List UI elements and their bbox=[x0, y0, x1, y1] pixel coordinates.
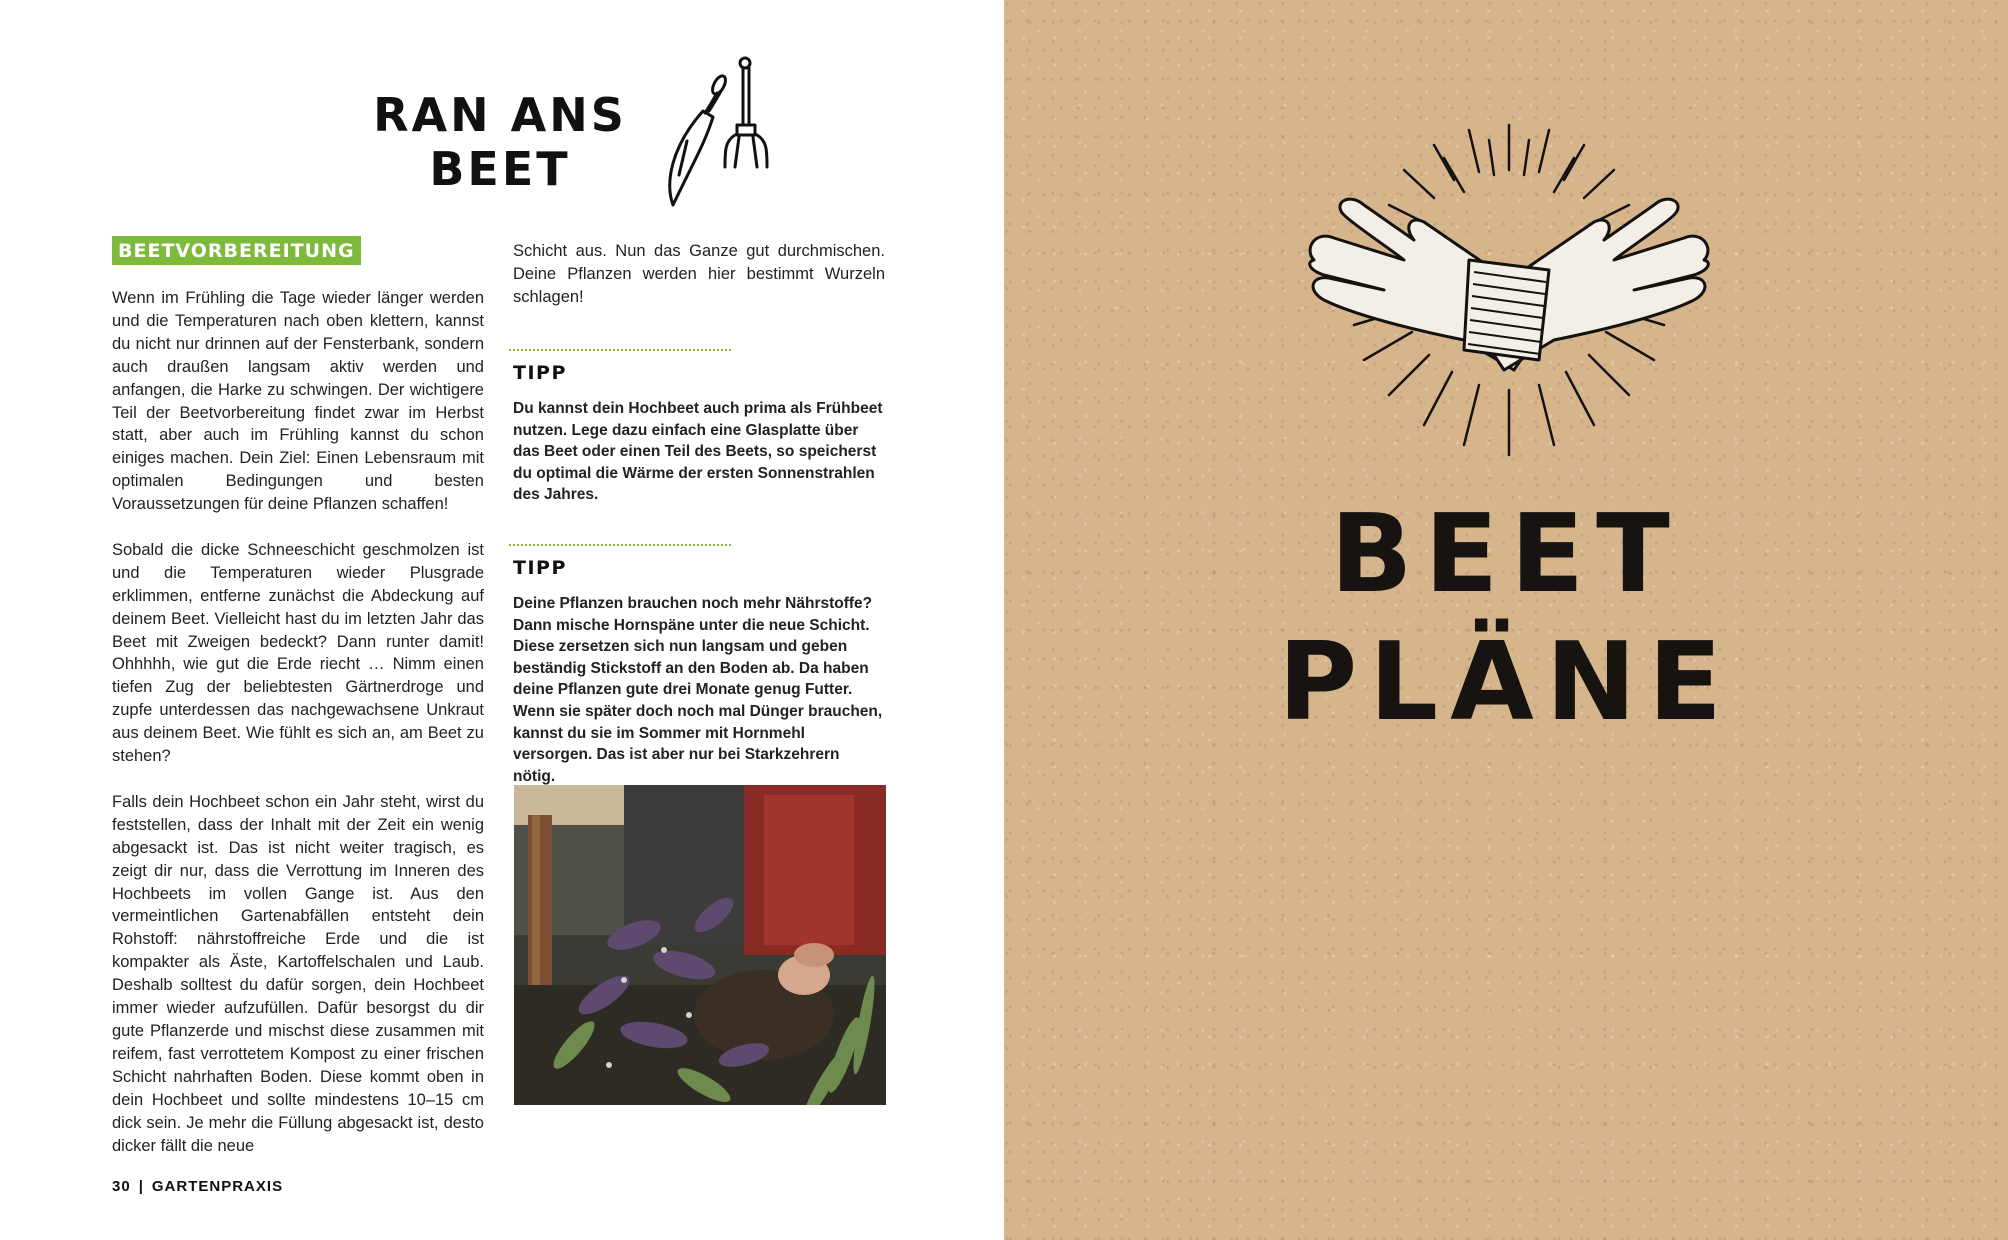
right-page bbox=[1004, 0, 2008, 1240]
crossed-gloves-icon bbox=[1294, 110, 1724, 470]
page-number: 30 bbox=[112, 1178, 131, 1195]
gardening-photo bbox=[514, 785, 886, 1105]
garden-tools-icon bbox=[655, 55, 785, 215]
body-paragraph: Sobald die dicke Schneeschicht geschmolzen ist und die Temperaturen wieder Plusgrade erklimmen, entferne zunächst die Abdeckung auf deinem Beet. Vielleicht hast du im letzten Jahr das Beet mit Zweigen bedeckt? Dann runter damit! Ohhhhh, wie gut die Erde riecht … Nimm einen tiefen Zug der beliebtesten Gärtnerdroge und zupfe unterdessen das nachgewachsene Unkraut aus deinem Beet. Wie fühlt es sich an, am Beet zu stehen? bbox=[112, 540, 484, 766]
title-line-1: BEET bbox=[1330, 492, 1682, 617]
page-heading-line2: BEET bbox=[429, 142, 571, 196]
title-line-2: PLÄNE bbox=[1278, 620, 1734, 745]
tip-title: TIPP bbox=[513, 362, 567, 384]
tip-text: Du kannst dein Hochbeet auch prima als Frühbeet nutzen. Lege dazu einfach eine Glasplatte über das Beet oder einen Teil des Beets, so speicherst du optimal die Wärme der ersten Sonnenstrahlen des Jahres. bbox=[513, 400, 883, 504]
page-heading-line1: RAN ANS bbox=[373, 88, 627, 142]
footer-separator: | bbox=[138, 1178, 144, 1195]
tip-text: Deine Pflanzen brauchen noch mehr Nährstoffe? Dann mische Hornspäne unter die neue Schicht. Diese zersetzen sich nun langsam und geben beständig Stickstoff an den Boden ab. Da haben deine Pflanzen gute drei Monate genug Futter. Wenn sie später doch noch mal Dünger brauchen, kannst du sie im Sommer mit Hornmehl versorgen. Das ist aber nur bei Starkzehrern nötig. bbox=[513, 595, 883, 785]
body-column-1 bbox=[112, 287, 484, 1180]
body-paragraph: Falls dein Hochbeet schon ein Jahr steht, wirst du feststellen, dass der Inhalt mit der Zeit ein wenig abgesackt ist. Das ist nicht weiter tragisch, es zeigt dir nur, dass die Verrottung im Inneren des Hochbeets im vollen Gange ist. Aus den vermeintlichen Gartenabfällen entsteht dein Rohstoff: nährstoffreiche Erde und die ist kompakter als Äste, Kartoffelschalen und Laub. Deshalb solltest du dafür sorgen, dein Hochbeet immer wieder aufzufüllen. Dafür besorgst du dir gute Pflanzerde und mischst diese zusammen mit reifem, fast verrottetem Kompost zu einer frischen Schicht nahrhaften Boden. Diese kommt oben in dein Hochbeet und sollte mindestens 10–15 cm dick sein. Je mehr die Füllung abgesackt ist, desto dicker fällt die neue bbox=[112, 792, 484, 1155]
tip-divider bbox=[509, 349, 731, 351]
body-paragraph: Wenn im Frühling die Tage wieder länger werden und die Temperaturen nach oben klettern, kannst du nicht nur drinnen auf der Fensterbank, sondern auch draußen langsam aktiv werden und anfangen, die Harke zu schwingen. Der wichtigere Teil der Beetvorbereitung findet zwar im Herbst statt, aber auch im Frühling kannst du schon einiges machen. Dein Ziel: Einen Lebensraum mit optimalen Bedingungen und besten Voraussetzungen für deine Pflanzen schaffen! bbox=[112, 289, 484, 514]
footer-section: GARTENPRAXIS bbox=[151, 1178, 284, 1195]
tip-divider bbox=[509, 544, 731, 546]
section-badge: BEETVORBEREITUNG bbox=[112, 236, 361, 265]
column2-intro: Schicht aus. Nun das Ganze gut durchmischen. Deine Pflanzen werden hier bestimmt Wurzeln schlagen! bbox=[513, 242, 885, 306]
page-heading bbox=[370, 88, 630, 196]
page-footer bbox=[112, 1178, 283, 1195]
tip-title: TIPP bbox=[513, 557, 567, 579]
